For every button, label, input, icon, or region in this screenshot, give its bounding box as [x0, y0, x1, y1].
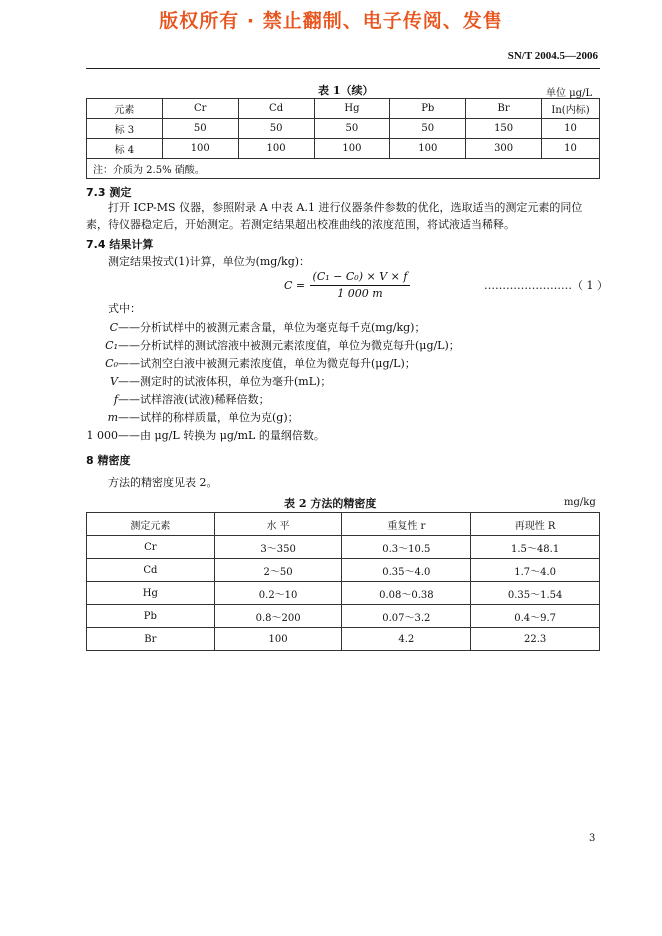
table1-cell: 50	[314, 119, 390, 139]
table2-cell: 0.08～0.38	[342, 582, 471, 605]
table1-note: 注：介质为 2.5% 硝酸。	[87, 159, 600, 179]
table-row	[87, 559, 600, 582]
formula-lhs: C =	[284, 279, 306, 292]
table2-unit: mg/kg	[564, 497, 596, 508]
standard-number: SN/T 2004.5—2006	[507, 50, 598, 62]
table2-header-cell: 水 平	[214, 513, 342, 536]
formula-intro: 测定结果按式(1)计算，单位为(mg/kg)：	[108, 255, 311, 268]
definition-text: ——测定时的试液体积，单位为毫升(mL)；	[118, 375, 332, 388]
table1-header-cell: 元素	[87, 99, 163, 119]
table1-header-cell: Cr	[162, 99, 238, 119]
formula-numerator: (C₁ − C₀) × V × f	[312, 270, 408, 283]
where-label: 式中：	[108, 302, 141, 315]
definition-symbol: C	[109, 321, 118, 334]
table1-header-cell: Br	[466, 99, 542, 119]
table2-cell: Cd	[87, 559, 215, 582]
table-row	[87, 582, 600, 605]
header-rule	[86, 68, 600, 69]
table2-cell: Hg	[87, 582, 215, 605]
table-row	[87, 628, 600, 651]
fraction-bar	[310, 285, 410, 286]
equation-number: ……………………（ 1 ）	[484, 279, 608, 292]
definition-list	[60, 319, 600, 445]
section-8-heading: 8 精密度	[86, 454, 131, 467]
table2-cell: Pb	[87, 605, 215, 628]
table2-header-row	[87, 513, 600, 536]
section-7-3-heading: 7.3 测定	[86, 186, 132, 199]
definition-text: ——分析试样中的被测元素含量，单位为毫克每千克(mg/kg)；	[118, 321, 426, 334]
definition-item	[60, 337, 600, 355]
page-number: 3	[589, 833, 596, 844]
table1-unit: 单位 μg/L	[546, 88, 593, 99]
table1-cell: 50	[390, 119, 466, 139]
copyright-banner: 版权所有 · 禁止翻制、电子传阅、发售	[159, 10, 503, 32]
section-7-3-line2: 素，待仪器稳定后，开始测定。若测定结果超出校准曲线的浓度范围，将试液适当稀释。	[86, 218, 515, 231]
definition-symbol: C₁	[105, 339, 118, 352]
table2-cell: 0.35～1.54	[471, 582, 600, 605]
table-row	[87, 536, 600, 559]
definition-item	[60, 355, 600, 373]
table2-header-cell: 测定元素	[87, 513, 215, 536]
table1-cell: 标 4	[87, 139, 163, 159]
definition-item	[60, 391, 600, 409]
table1-cell: 标 3	[87, 119, 163, 139]
table1-cell: 10	[542, 119, 600, 139]
definition-item	[60, 373, 600, 391]
definition-text: ——试样溶液(试液)稀释倍数；	[118, 393, 270, 406]
definition-item	[60, 427, 600, 445]
table2-cell: 22.3	[471, 628, 600, 651]
definition-item	[60, 409, 600, 427]
table1-header-cell: Pb	[390, 99, 466, 119]
definition-item	[60, 319, 600, 337]
table1	[86, 98, 600, 179]
table1-cell: 100	[314, 139, 390, 159]
table1-cell: 100	[162, 139, 238, 159]
table-row	[87, 605, 600, 628]
table2-cell: 3～350	[214, 536, 342, 559]
table2-cell: 0.2～10	[214, 582, 342, 605]
table2-header-cell: 重复性 r	[342, 513, 471, 536]
table1-header-cell: In(内标)	[542, 99, 600, 119]
table1-cell: 100	[390, 139, 466, 159]
table2-cell: 0.8～200	[214, 605, 342, 628]
table1-cell: 300	[466, 139, 542, 159]
table2-cell: Cr	[87, 536, 215, 559]
definition-symbol: f	[113, 393, 118, 406]
definition-text: ——由 μg/L 转换为 μg/mL 的量纲倍数。	[118, 429, 325, 442]
definition-text: ——试样的称样质量，单位为克(g)；	[118, 411, 299, 424]
table1-cell: 150	[466, 119, 542, 139]
section-7-3-line1: 打开 ICP-MS 仪器，参照附录 A 中表 A.1 进行仪器条件参数的优化，选取适当的测定元素的同位	[108, 201, 583, 214]
table2-cell: 100	[214, 628, 342, 651]
definition-symbol: V	[110, 375, 118, 388]
table1-header-cell: Hg	[314, 99, 390, 119]
table1-cell: 100	[238, 139, 314, 159]
table1-header-row	[87, 99, 600, 119]
table2-header-cell: 再现性 R	[471, 513, 600, 536]
definition-symbol: C₀	[105, 357, 118, 370]
table-row	[87, 139, 600, 159]
definition-text: ——试剂空白液中被测元素浓度值，单位为微克每升(μg/L)；	[118, 357, 416, 370]
table2-cell: Br	[87, 628, 215, 651]
table1-cell: 10	[542, 139, 600, 159]
table-row	[87, 119, 600, 139]
table2-caption: 表 2 方法的精密度	[284, 497, 377, 510]
table1-caption: 表 1（续）	[318, 84, 374, 97]
table2-cell: 0.35～4.0	[342, 559, 471, 582]
section-7-4-heading: 7.4 结果计算	[86, 238, 154, 251]
table2-cell: 2～50	[214, 559, 342, 582]
table1-note-row	[87, 159, 600, 179]
definition-symbol: m	[107, 411, 118, 424]
definition-symbol: 1 000	[86, 429, 118, 442]
table1-cell: 50	[238, 119, 314, 139]
table2-cell: 1.7～4.0	[471, 559, 600, 582]
table1-header-cell: Cd	[238, 99, 314, 119]
table2-cell: 0.3～10.5	[342, 536, 471, 559]
table2-cell: 0.4～9.7	[471, 605, 600, 628]
table2	[86, 512, 600, 651]
table2-cell: 1.5～48.1	[471, 536, 600, 559]
table1-cell: 50	[162, 119, 238, 139]
definition-text: ——分析试样的测试溶液中被测元素浓度值，单位为微克每升(μg/L)；	[118, 339, 460, 352]
section-8-line: 方法的精密度见表 2。	[108, 476, 218, 489]
table2-cell: 4.2	[342, 628, 471, 651]
formula-denominator: 1 000 m	[337, 287, 383, 300]
table2-cell: 0.07～3.2	[342, 605, 471, 628]
